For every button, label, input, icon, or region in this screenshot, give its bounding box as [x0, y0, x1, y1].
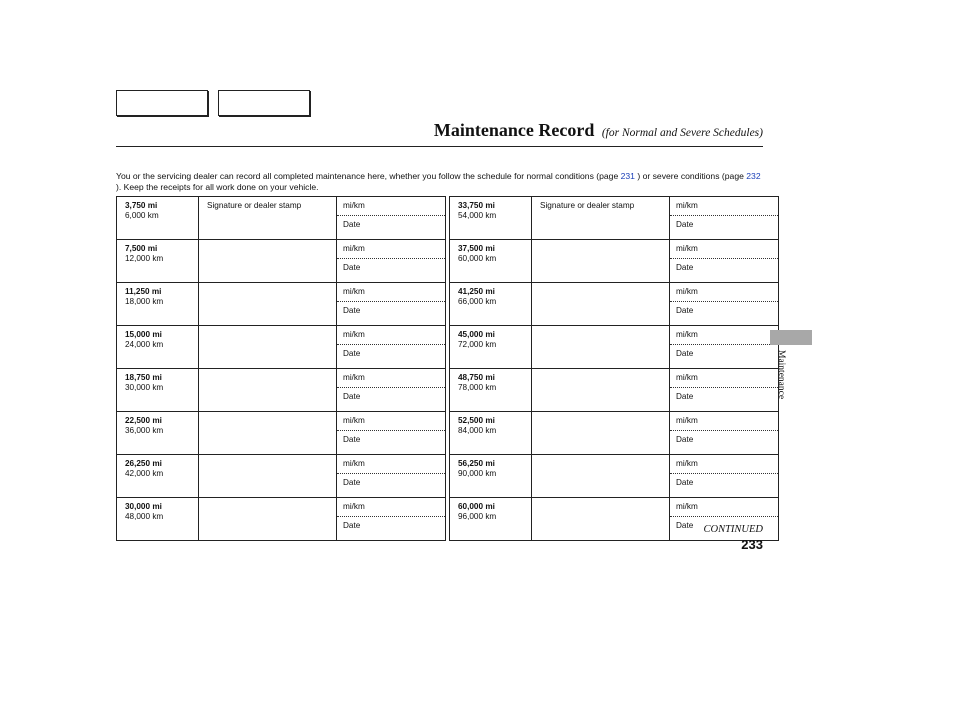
record-row: [450, 369, 779, 412]
mileage-field[interactable]: mi/km: [670, 412, 778, 431]
mileage-field[interactable]: mi/km: [337, 498, 445, 517]
mileage-field[interactable]: mi/km: [670, 283, 778, 302]
page-231-link[interactable]: 231: [620, 171, 635, 181]
interval-miles: 18,750 mi: [125, 373, 162, 382]
interval-miles: 33,750 mi: [458, 201, 495, 210]
mileage-field[interactable]: mi/km: [670, 455, 778, 474]
record-row: [117, 240, 446, 283]
record-row: [117, 412, 446, 455]
date-field[interactable]: Date: [343, 435, 361, 444]
interval-miles: 41,250 mi: [458, 287, 495, 296]
title-group: [434, 120, 763, 141]
mileage-field[interactable]: mi/km: [337, 283, 445, 302]
date-field[interactable]: Date: [676, 435, 694, 444]
interval-kilometers: 42,000 km: [125, 469, 164, 478]
record-row: [450, 412, 779, 455]
interval-miles: 52,500 mi: [458, 416, 495, 425]
entry-cell: [337, 455, 446, 498]
interval-kilometers: 6,000 km: [125, 211, 159, 220]
interval-cell: [450, 326, 532, 369]
maintenance-table-right: [449, 196, 779, 541]
interval-kilometers: 84,000 km: [458, 426, 497, 435]
interval-kilometers: 54,000 km: [458, 211, 497, 220]
interval-kilometers: 90,000 km: [458, 469, 497, 478]
date-field[interactable]: Date: [343, 349, 361, 358]
mileage-field[interactable]: mi/km: [337, 197, 445, 216]
interval-cell: [117, 240, 199, 283]
entry-cell: [337, 197, 446, 240]
interval-miles: 30,000 mi: [125, 502, 162, 511]
page-subtitle: (for Normal and Severe Schedules): [601, 127, 763, 139]
date-field[interactable]: Date: [676, 521, 694, 530]
entry-cell: [670, 197, 779, 240]
interval-kilometers: 66,000 km: [458, 297, 497, 306]
section-label: Maintenance: [776, 350, 786, 400]
interval-miles: 22,500 mi: [125, 416, 162, 425]
mileage-field[interactable]: mi/km: [337, 455, 445, 474]
interval-cell: [117, 326, 199, 369]
signature-cell[interactable]: [532, 498, 670, 541]
date-field[interactable]: Date: [676, 392, 694, 401]
mileage-field[interactable]: mi/km: [670, 326, 778, 345]
signature-cell[interactable]: [199, 283, 337, 326]
date-field[interactable]: Date: [343, 478, 361, 487]
date-field[interactable]: Date: [343, 263, 361, 272]
signature-cell[interactable]: [199, 197, 337, 240]
interval-cell: [450, 240, 532, 283]
interval-cell: [450, 498, 532, 541]
record-row: [117, 369, 446, 412]
signature-cell[interactable]: [199, 498, 337, 541]
entry-cell: [337, 283, 446, 326]
interval-kilometers: 96,000 km: [458, 512, 497, 521]
signature-cell[interactable]: [532, 240, 670, 283]
signature-cell[interactable]: [532, 283, 670, 326]
interval-miles: 60,000 mi: [458, 502, 495, 511]
signature-cell[interactable]: [199, 369, 337, 412]
interval-miles: 3,750 mi: [125, 201, 158, 210]
intro-text-2: ) or severe conditions (page: [634, 171, 747, 181]
signature-cell[interactable]: [199, 455, 337, 498]
interval-miles: 48,750 mi: [458, 373, 495, 382]
interval-cell: [450, 369, 532, 412]
section-tab[interactable]: [770, 330, 812, 345]
interval-miles: 26,250 mi: [125, 459, 162, 468]
date-field[interactable]: Date: [676, 263, 694, 272]
date-field[interactable]: Date: [676, 306, 694, 315]
record-row: [450, 197, 779, 240]
signature-label: Signature or dealer stamp: [540, 201, 635, 210]
interval-kilometers: 60,000 km: [458, 254, 497, 263]
next-page-button[interactable]: [218, 90, 310, 116]
date-field[interactable]: Date: [676, 220, 694, 229]
record-row: [117, 498, 446, 541]
intro-text-3: ). Keep the receipts for all work done on your vehicle.: [116, 181, 319, 192]
mileage-field[interactable]: mi/km: [670, 197, 778, 216]
interval-miles: 11,250 mi: [125, 287, 162, 296]
interval-miles: 37,500 mi: [458, 244, 495, 253]
record-row: [450, 240, 779, 283]
signature-label: Signature or dealer stamp: [207, 201, 302, 210]
interval-kilometers: 78,000 km: [458, 383, 497, 392]
previous-page-button[interactable]: [116, 90, 208, 116]
date-field[interactable]: Date: [343, 521, 361, 530]
date-field[interactable]: Date: [343, 306, 361, 315]
interval-cell: [117, 197, 199, 240]
mileage-field[interactable]: mi/km: [337, 326, 445, 345]
intro-text-1: You or the servicing dealer can record all completed maintenance here, whether you follow the schedule for normal conditions (page: [116, 171, 621, 181]
entry-cell: [337, 326, 446, 369]
signature-cell[interactable]: [199, 412, 337, 455]
signature-cell[interactable]: [532, 326, 670, 369]
entry-cell: [670, 455, 779, 498]
maintenance-table-left: [116, 196, 446, 541]
signature-cell[interactable]: [532, 369, 670, 412]
date-field[interactable]: Date: [676, 478, 694, 487]
interval-kilometers: 12,000 km: [125, 254, 164, 263]
mileage-field[interactable]: mi/km: [337, 412, 445, 431]
entry-cell: [670, 412, 779, 455]
signature-cell[interactable]: [199, 326, 337, 369]
interval-cell: [450, 197, 532, 240]
interval-miles: 15,000 mi: [125, 330, 162, 339]
mileage-field[interactable]: mi/km: [670, 240, 778, 259]
entry-cell: [337, 240, 446, 283]
entry-cell: [337, 412, 446, 455]
interval-cell: [450, 283, 532, 326]
interval-cell: [117, 283, 199, 326]
intro-paragraph: [116, 171, 763, 192]
record-row: [450, 455, 779, 498]
interval-kilometers: 24,000 km: [125, 340, 164, 349]
signature-cell[interactable]: [532, 455, 670, 498]
interval-miles: 56,250 mi: [458, 459, 495, 468]
record-row: [117, 283, 446, 326]
interval-cell: [117, 498, 199, 541]
interval-kilometers: 72,000 km: [458, 340, 497, 349]
page-title: Maintenance Record: [433, 120, 595, 140]
date-field[interactable]: Date: [343, 220, 361, 229]
interval-cell: [450, 412, 532, 455]
entry-cell: [670, 240, 779, 283]
mileage-field[interactable]: mi/km: [337, 369, 445, 388]
entry-cell: [670, 283, 779, 326]
entry-cell: [337, 369, 446, 412]
record-row: [450, 283, 779, 326]
entry-cell: [670, 326, 779, 369]
record-row: [117, 326, 446, 369]
date-field[interactable]: Date: [343, 392, 361, 401]
title-bar: [116, 118, 763, 147]
entry-cell: [670, 369, 779, 412]
interval-kilometers: 48,000 km: [125, 512, 164, 521]
signature-cell[interactable]: [199, 240, 337, 283]
mileage-field[interactable]: mi/km: [337, 240, 445, 259]
record-row: [450, 326, 779, 369]
page-number: 233: [741, 537, 763, 552]
interval-miles: 7,500 mi: [125, 244, 158, 253]
interval-miles: 45,000 mi: [458, 330, 495, 339]
interval-cell: [117, 412, 199, 455]
signature-cell[interactable]: [532, 412, 670, 455]
interval-kilometers: 30,000 km: [125, 383, 164, 392]
continued-label: CONTINUED: [703, 524, 763, 535]
date-field[interactable]: Date: [676, 349, 694, 358]
interval-cell: [117, 369, 199, 412]
record-row: [117, 455, 446, 498]
entry-cell: [337, 498, 446, 541]
mileage-field[interactable]: mi/km: [670, 498, 778, 517]
interval-kilometers: 36,000 km: [125, 426, 164, 435]
record-row: [117, 197, 446, 240]
interval-cell: [450, 455, 532, 498]
interval-cell: [117, 455, 199, 498]
interval-kilometers: 18,000 km: [125, 297, 164, 306]
mileage-field[interactable]: mi/km: [670, 369, 778, 388]
page-232-link[interactable]: 232: [746, 171, 761, 181]
signature-cell[interactable]: [532, 197, 670, 240]
